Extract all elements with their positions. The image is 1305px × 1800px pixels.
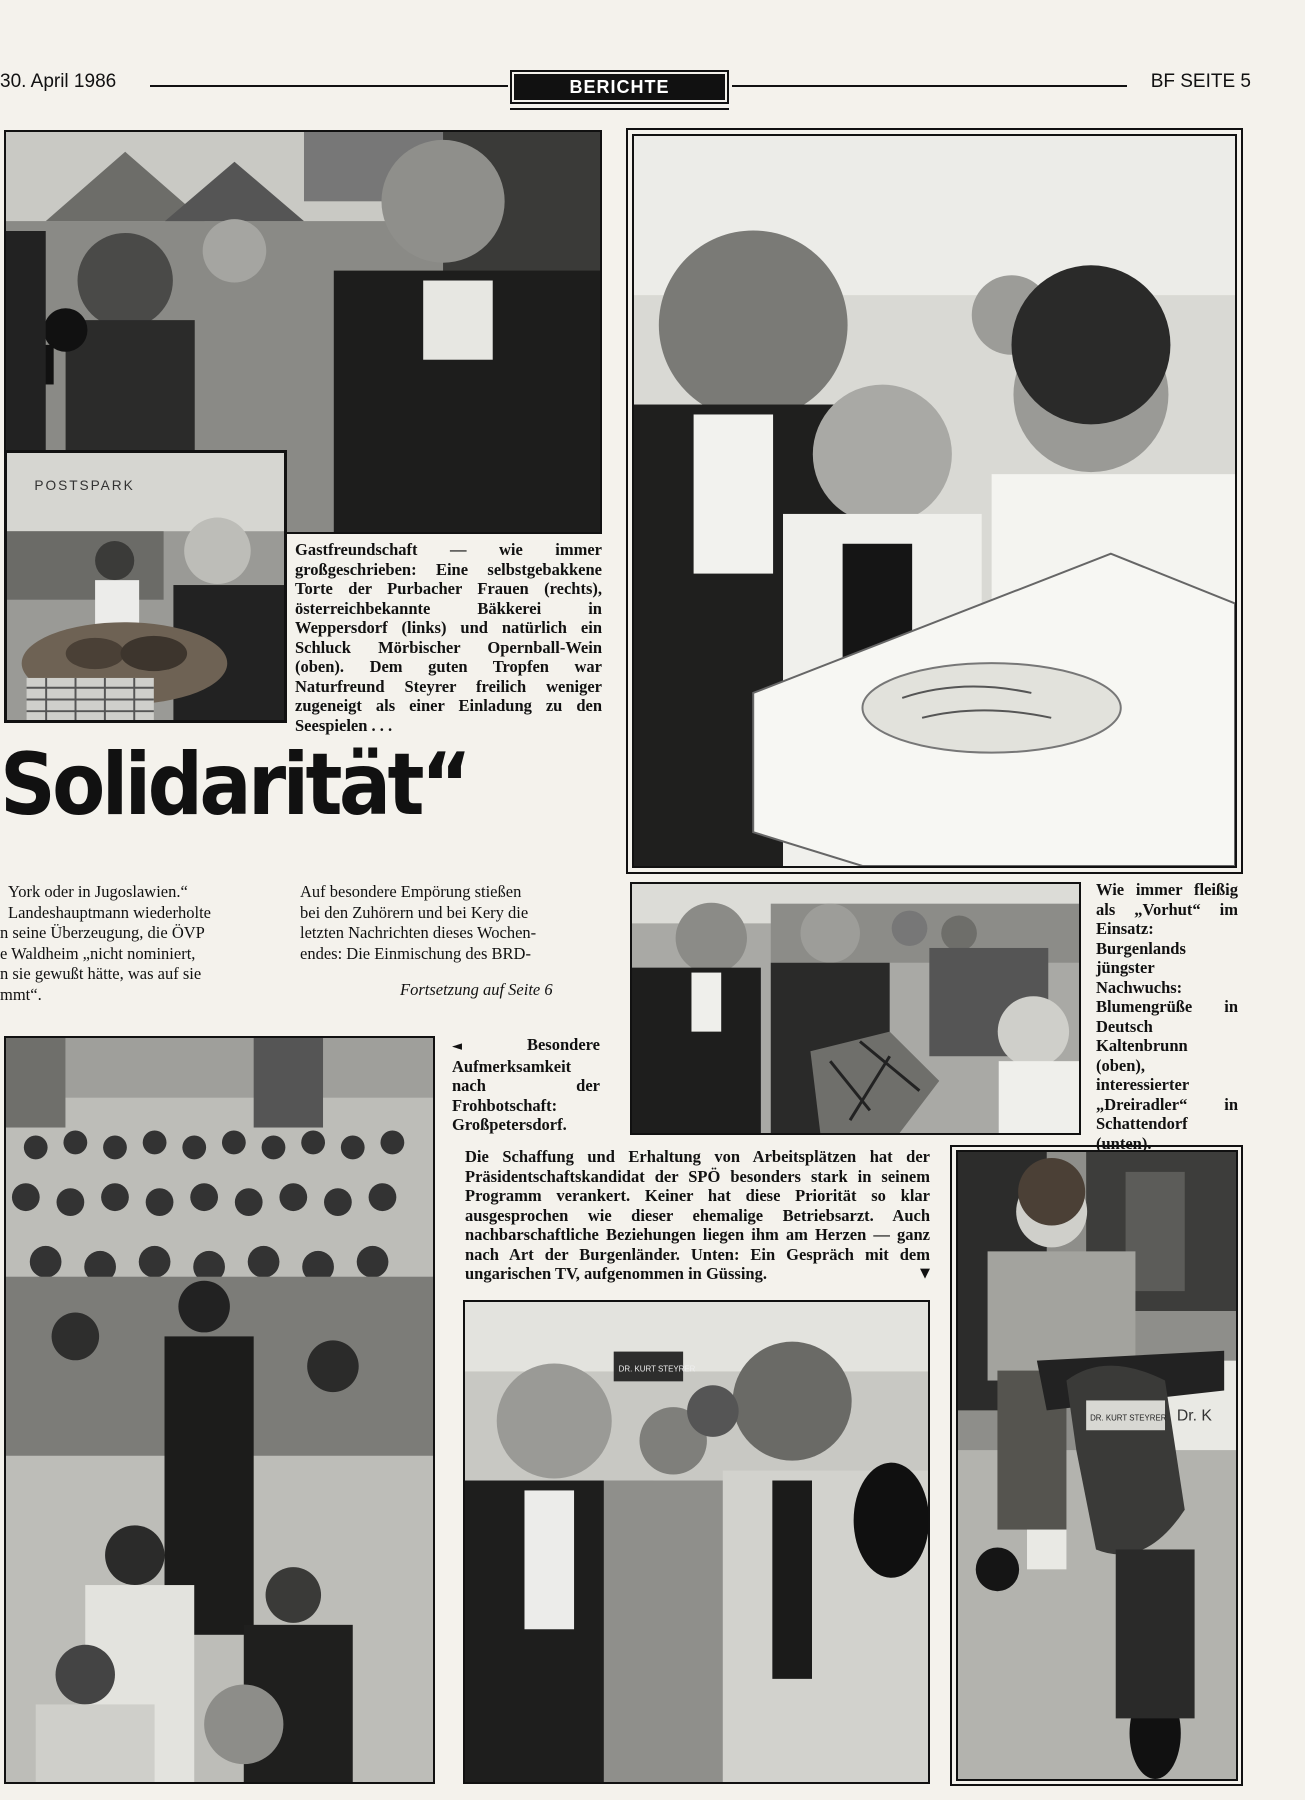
caption-vorhut: Wie immer fleißig als „Vorhut“ im Einsatz: Burgenlands jüngster Nachwuchs: Blumengrüße in Deutsch Kaltenbrunn (oben), interessierter „Dreiradler“ in Schattendorf (unten). — [1096, 880, 1238, 1153]
body-line: n seine Überzeugung, die ÖVP — [0, 923, 205, 942]
section-label: BERICHTE — [514, 74, 725, 100]
banner-sign-text: DR. KURT STEYRER — [618, 1364, 696, 1374]
post-sign-text: POSTSPARK — [34, 478, 135, 494]
issue-date: 30. April 1986 — [0, 71, 117, 92]
body-line: bei den Zuhörern und bei Kery die — [300, 902, 529, 922]
headline: Solidarität“ — [0, 735, 469, 835]
photo-cake — [632, 134, 1237, 868]
right-sign-text: Dr. K — [1176, 1407, 1212, 1425]
left-arrow-icon: ◄ — [452, 1039, 462, 1054]
down-arrow-icon: ▼ — [920, 1266, 930, 1281]
body-line: Landeshauptmann wiederholte — [8, 902, 211, 922]
scooter-sign-text: DR. KURT STEYRER — [1090, 1413, 1167, 1423]
header-rule-right — [732, 85, 1127, 87]
photo-tv-interview — [463, 1300, 930, 1784]
caption-aufmerksamkeit-text: Besondere Aufmerksamkeit nach der Frohbotschaft: Großpetersdorf. — [452, 1035, 600, 1134]
body-line: mmt“. — [0, 984, 42, 1004]
photo-scooter — [956, 1150, 1238, 1781]
body-line: letzten Nachrichten dieses Wochen- — [300, 923, 537, 942]
body-line: Auf besondere Empörung stießen — [300, 882, 522, 901]
section-underline — [510, 108, 729, 110]
continuation-note: Fortsetzung auf Seite 6 — [400, 980, 553, 999]
body-column-right — [300, 882, 600, 964]
caption-aufmerksamkeit — [452, 1035, 600, 1135]
body-line: e Waldheim „nicht nominiert, — [0, 943, 196, 963]
page-number: BF SEITE 5 — [1150, 71, 1251, 92]
section-label-box — [510, 70, 729, 104]
body-line: n sie gewußt hätte, was auf sie — [0, 964, 202, 983]
photo-flowers — [630, 882, 1081, 1135]
body-column-left — [0, 882, 275, 1005]
caption-arbeitsplaetze-text: Die Schaffung und Erhaltung von Arbeitsplätzen hat der Präsidentschaftskandidat der SPÖ besonders stark in seinem Programm verankert. Keiner hat diese Priorität so klar ausgesprochen wie dieser ehemalige Betriebsarzt. Auch nachbarschaftliche Beziehungen liegen ihm am Herzen — ganz nach Art der Burgenländer. Unten: Ein Gespräch mit dem ungarischen TV, aufgenommen in Güssing. — [465, 1147, 930, 1283]
caption-arbeitsplaetze — [465, 1147, 930, 1284]
body-line: endes: Die Einmischung des BRD- — [300, 943, 531, 963]
caption-gastfreundschaft: Gastfreundschaft — wie immer großgeschrieben: Eine selbstgebakkene Torte der Purbacher Frauen (rechts), österreichbekannte Bäkkerei in Weppersdorf (links) und natürlich ein Schluck Mörbischer Opernball-Wein (oben). Dem guten Tropfen war Naturfreund Steyrer freilich weniger zugeneigt als einer Einladung zu den Seespielen . . . — [295, 540, 602, 735]
header-rule-left — [150, 85, 508, 87]
photo-crowd — [4, 1036, 435, 1784]
photo-bakery — [4, 450, 287, 723]
body-line: York oder in Jugoslawien.“ — [8, 882, 188, 901]
